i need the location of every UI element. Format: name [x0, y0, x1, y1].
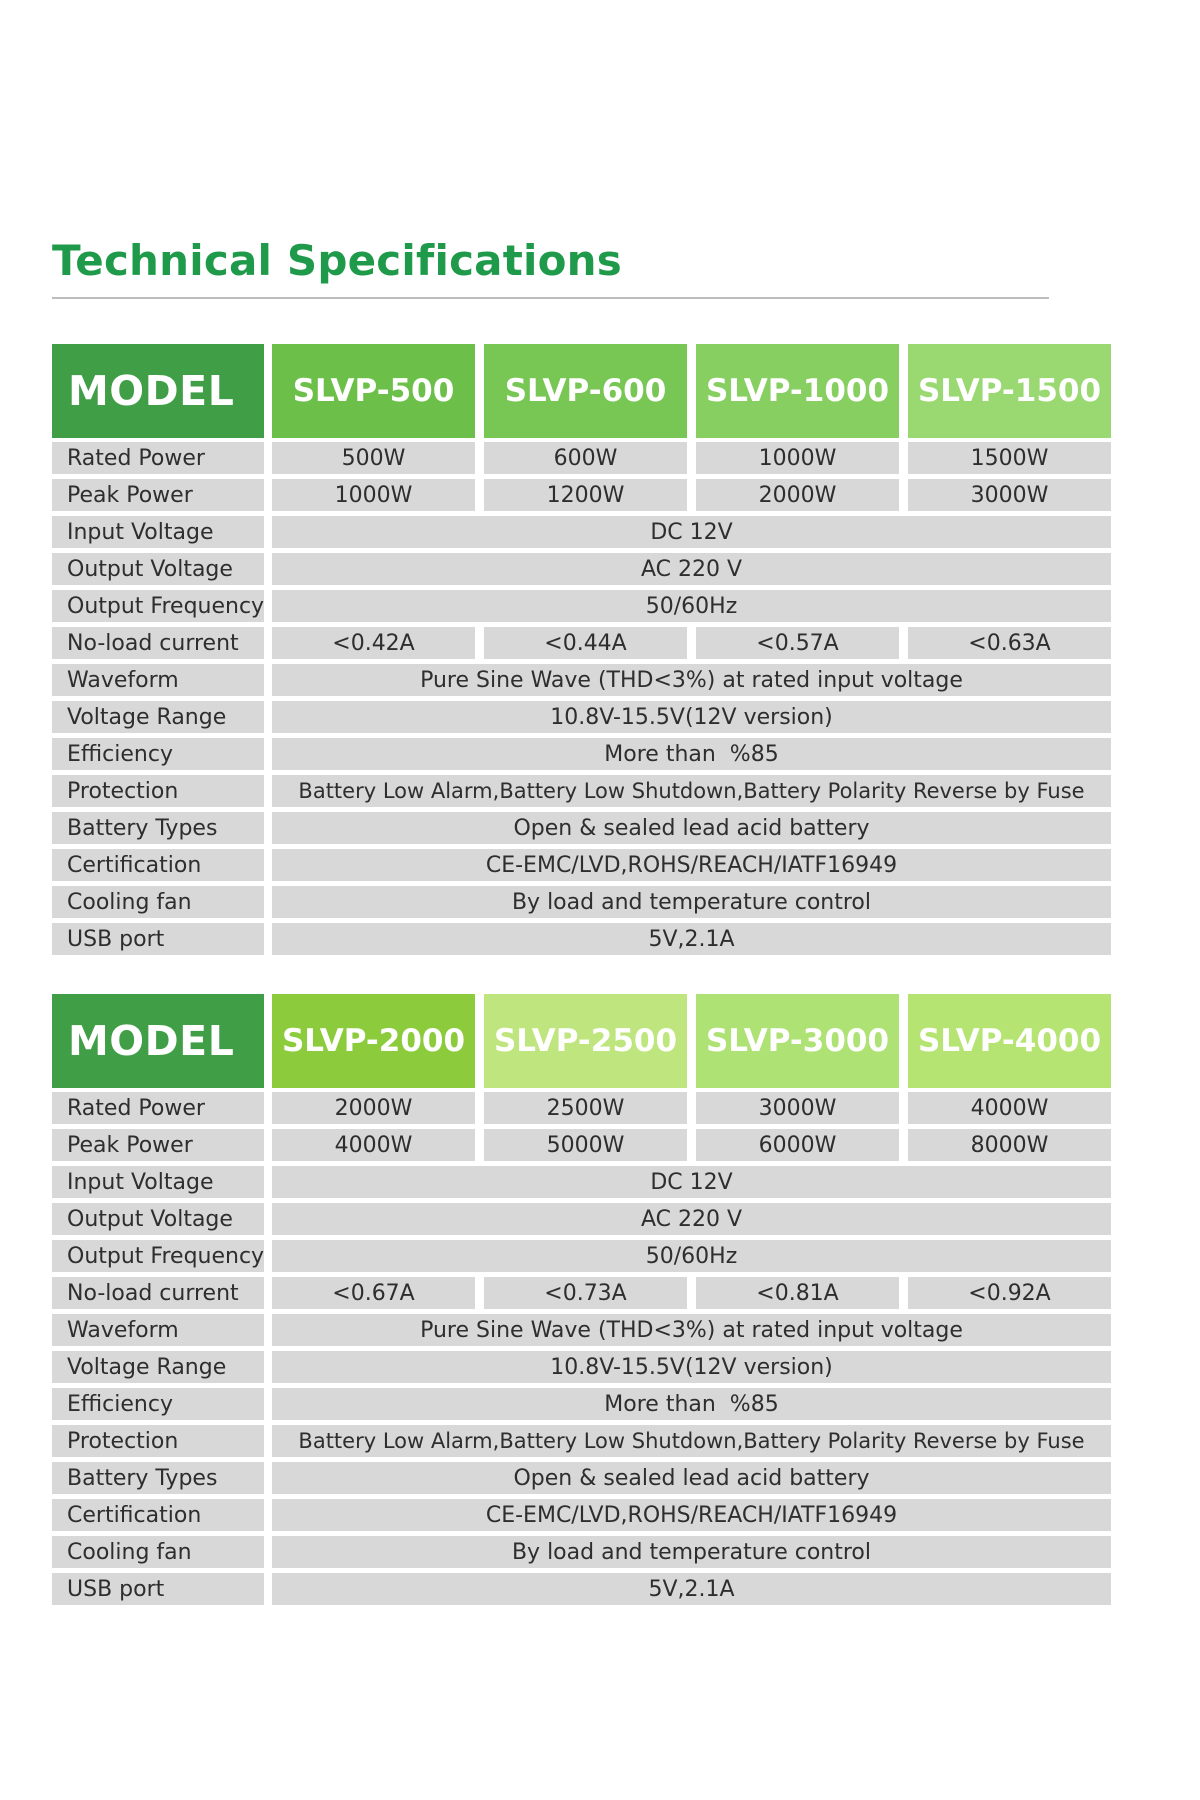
row-label: Output Frequency — [52, 1240, 264, 1272]
table-cell: 1000W — [272, 479, 475, 511]
table-row-output-frequency — [52, 1240, 1112, 1272]
table-cell: 6000W — [696, 1129, 899, 1161]
table-cell-spanning: DC 12V — [272, 1166, 1111, 1198]
table-row-no-load-current — [52, 1277, 1112, 1309]
table-cell: 1500W — [908, 442, 1111, 474]
table-row-peak-power — [52, 1129, 1112, 1161]
table-cell: 2000W — [272, 1092, 475, 1124]
row-label: Output Voltage — [52, 553, 264, 585]
table-row-rated-power — [52, 1092, 1112, 1124]
row-label: Output Voltage — [52, 1203, 264, 1235]
table-row-voltage-range — [52, 701, 1112, 733]
table-cell: 2000W — [696, 479, 899, 511]
table-cell: <0.73A — [484, 1277, 687, 1309]
row-label: Battery Types — [52, 1462, 264, 1494]
table-cell-spanning: Open & sealed lead acid battery — [272, 1462, 1111, 1494]
row-label: Cooling fan — [52, 1536, 264, 1568]
table-row-waveform — [52, 664, 1112, 696]
table-cell-spanning: By load and temperature control — [272, 886, 1111, 918]
table-cell-spanning: AC 220 V — [272, 1203, 1111, 1235]
table-row-output-frequency — [52, 590, 1112, 622]
table-row-waveform — [52, 1314, 1112, 1346]
table-row-usb-port — [52, 1573, 1112, 1605]
row-label: Peak Power — [52, 479, 264, 511]
table-row-protection — [52, 1425, 1112, 1457]
row-label: Protection — [52, 775, 264, 807]
table-row-rated-power — [52, 442, 1112, 474]
table-cell: 8000W — [908, 1129, 1111, 1161]
table-header-row — [52, 994, 1112, 1088]
table-header-row — [52, 344, 1112, 438]
table-cell: 1000W — [696, 442, 899, 474]
row-label: Peak Power — [52, 1129, 264, 1161]
table-row-peak-power — [52, 479, 1112, 511]
spec-table-1 — [52, 344, 1112, 960]
table-row-no-load-current — [52, 627, 1112, 659]
row-label: Rated Power — [52, 1092, 264, 1124]
model-header-slvp-2000: SLVP-2000 — [272, 994, 475, 1088]
table-row-input-voltage — [52, 1166, 1112, 1198]
table-cell: <0.67A — [272, 1277, 475, 1309]
table-cell: <0.92A — [908, 1277, 1111, 1309]
table-row-protection — [52, 775, 1112, 807]
row-label: Waveform — [52, 1314, 264, 1346]
row-label: Voltage Range — [52, 1351, 264, 1383]
table-cell-spanning: 10.8V-15.5V(12V version) — [272, 1351, 1111, 1383]
row-label: Input Voltage — [52, 1166, 264, 1198]
title-divider — [52, 297, 1049, 299]
row-label: Rated Power — [52, 442, 264, 474]
row-label: Waveform — [52, 664, 264, 696]
row-label: Certification — [52, 1499, 264, 1531]
model-header-slvp-1500: SLVP-1500 — [908, 344, 1111, 438]
model-header-slvp-600: SLVP-600 — [484, 344, 687, 438]
table-row-output-voltage — [52, 1203, 1112, 1235]
page-title: Technical Specifications — [52, 236, 622, 285]
table-row-efficiency — [52, 738, 1112, 770]
table-cell: 500W — [272, 442, 475, 474]
table-cell-spanning: DC 12V — [272, 516, 1111, 548]
table-cell: <0.44A — [484, 627, 687, 659]
table-cell: 3000W — [696, 1092, 899, 1124]
model-header: MODEL — [52, 344, 264, 438]
table-cell-spanning: More than %85 — [272, 1388, 1111, 1420]
row-label: Battery Types — [52, 812, 264, 844]
table-row-output-voltage — [52, 553, 1112, 585]
row-label: USB port — [52, 923, 264, 955]
table-cell-spanning: CE-EMC/LVD,ROHS/REACH/IATF16949 — [272, 1499, 1111, 1531]
model-header-slvp-3000: SLVP-3000 — [696, 994, 899, 1088]
table-row-certification — [52, 1499, 1112, 1531]
table-cell: <0.81A — [696, 1277, 899, 1309]
table-cell: 1200W — [484, 479, 687, 511]
table-cell: 5000W — [484, 1129, 687, 1161]
table-cell: 2500W — [484, 1092, 687, 1124]
row-label: No-load current — [52, 627, 264, 659]
row-label: Cooling fan — [52, 886, 264, 918]
spec-table-2 — [52, 994, 1112, 1610]
table-cell-spanning: 5V,2.1A — [272, 923, 1111, 955]
row-label: Voltage Range — [52, 701, 264, 733]
model-header: MODEL — [52, 994, 264, 1088]
row-label: No-load current — [52, 1277, 264, 1309]
table-cell-spanning: Battery Low Alarm,Battery Low Shutdown,Battery Polarity Reverse by Fuse — [272, 1425, 1111, 1457]
table-cell: 4000W — [272, 1129, 475, 1161]
table-cell-spanning: Pure Sine Wave (THD<3%) at rated input voltage — [272, 664, 1111, 696]
model-header-slvp-2500: SLVP-2500 — [484, 994, 687, 1088]
model-header-slvp-500: SLVP-500 — [272, 344, 475, 438]
table-cell-spanning: By load and temperature control — [272, 1536, 1111, 1568]
table-row-certification — [52, 849, 1112, 881]
table-cell-spanning: 10.8V-15.5V(12V version) — [272, 701, 1111, 733]
row-label: Certification — [52, 849, 264, 881]
model-header-slvp-1000: SLVP-1000 — [696, 344, 899, 438]
table-cell-spanning: CE-EMC/LVD,ROHS/REACH/IATF16949 — [272, 849, 1111, 881]
table-cell-spanning: More than %85 — [272, 738, 1111, 770]
row-label: USB port — [52, 1573, 264, 1605]
table-cell: <0.42A — [272, 627, 475, 659]
table-cell-spanning: 50/60Hz — [272, 590, 1111, 622]
row-label: Protection — [52, 1425, 264, 1457]
table-row-battery-types — [52, 1462, 1112, 1494]
row-label: Efficiency — [52, 738, 264, 770]
table-cell: 4000W — [908, 1092, 1111, 1124]
table-cell-spanning: Pure Sine Wave (THD<3%) at rated input voltage — [272, 1314, 1111, 1346]
table-cell-spanning: AC 220 V — [272, 553, 1111, 585]
row-label: Efficiency — [52, 1388, 264, 1420]
row-label: Input Voltage — [52, 516, 264, 548]
table-cell: 3000W — [908, 479, 1111, 511]
table-cell: <0.63A — [908, 627, 1111, 659]
table-row-cooling-fan — [52, 1536, 1112, 1568]
table-row-input-voltage — [52, 516, 1112, 548]
table-cell-spanning: Battery Low Alarm,Battery Low Shutdown,Battery Polarity Reverse by Fuse — [272, 775, 1111, 807]
table-row-battery-types — [52, 812, 1112, 844]
table-row-cooling-fan — [52, 886, 1112, 918]
table-cell-spanning: Open & sealed lead acid battery — [272, 812, 1111, 844]
table-cell-spanning: 50/60Hz — [272, 1240, 1111, 1272]
table-cell-spanning: 5V,2.1A — [272, 1573, 1111, 1605]
table-row-voltage-range — [52, 1351, 1112, 1383]
model-header-slvp-4000: SLVP-4000 — [908, 994, 1111, 1088]
table-row-efficiency — [52, 1388, 1112, 1420]
row-label: Output Frequency — [52, 590, 264, 622]
table-cell: <0.57A — [696, 627, 899, 659]
table-cell: 600W — [484, 442, 687, 474]
table-row-usb-port — [52, 923, 1112, 955]
